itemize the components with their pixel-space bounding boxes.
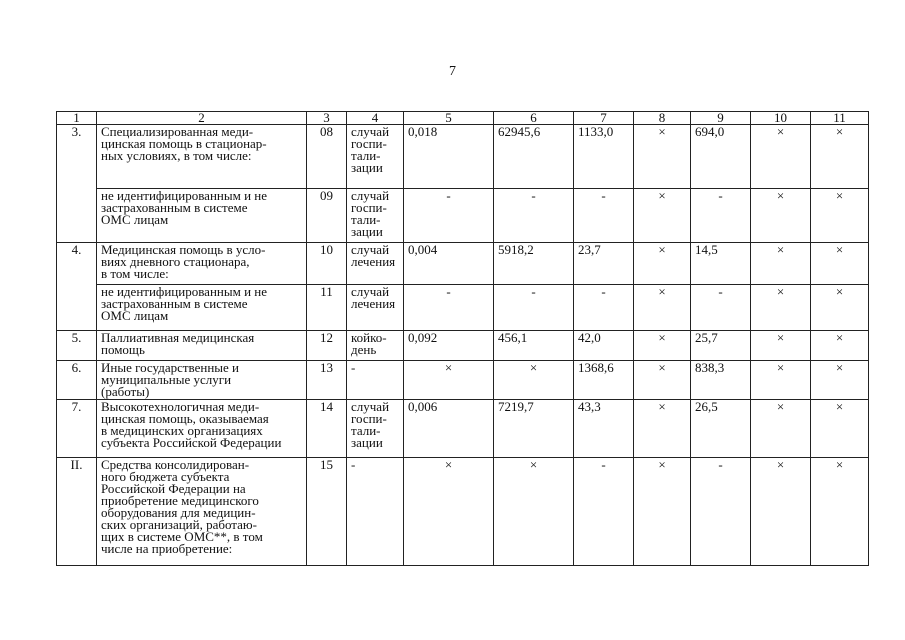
cell-code: 08 [307, 125, 347, 189]
cell-unit: - [347, 361, 404, 400]
cell-code: 10 [307, 243, 347, 285]
cell-name: Специализированная меди- цинская помощь в стационар- ных условиях, в том числе: [97, 125, 307, 189]
cell-code: 11 [307, 285, 347, 331]
cell-c8: × [634, 243, 691, 285]
cell-c9: 26,5 [691, 400, 751, 458]
header-cell-9: 9 [691, 112, 751, 125]
cell-name: Средства консолидирован- ного бюджета субъекта Российской Федерации на приобретение медицинского оборудования для медицин- ских организаций, работаю- щих в системе ОМС**, в том числе на приобретение: [97, 458, 307, 566]
cell-c8: × [634, 400, 691, 458]
cell-c5: 0,004 [404, 243, 494, 285]
table-row [57, 189, 869, 243]
cell-unit: случай госпи- тали- зации [347, 189, 404, 243]
table-row [57, 125, 869, 189]
header-cell-11: 11 [811, 112, 869, 125]
cell-code: 14 [307, 400, 347, 458]
cell-unit: случай госпи- тали- зации [347, 400, 404, 458]
cell-num [57, 285, 97, 331]
header-cell-1: 1 [57, 112, 97, 125]
cell-c11: × [811, 458, 869, 566]
cell-c7: 1133,0 [574, 125, 634, 189]
table-row [57, 331, 869, 361]
cell-c11: × [811, 361, 869, 400]
cell-c6: 5918,2 [494, 243, 574, 285]
cell-num: 6. [57, 361, 97, 400]
cell-c8: × [634, 125, 691, 189]
cell-c6: - [494, 285, 574, 331]
cell-c6: 456,1 [494, 331, 574, 361]
cell-c5: - [404, 189, 494, 243]
cell-c9: 25,7 [691, 331, 751, 361]
cell-c7: - [574, 285, 634, 331]
cell-c6: × [494, 458, 574, 566]
cell-c7: 1368,6 [574, 361, 634, 400]
cell-num [57, 189, 97, 243]
cell-unit: случай лечения [347, 243, 404, 285]
cell-c11: × [811, 331, 869, 361]
cell-name: Иные государственные и муниципальные услуги (работы) [97, 361, 307, 400]
cell-c11: × [811, 189, 869, 243]
cell-c10: × [751, 400, 811, 458]
cell-c8: × [634, 285, 691, 331]
cell-c7: 42,0 [574, 331, 634, 361]
table-row [57, 285, 869, 331]
header-cell-3: 3 [307, 112, 347, 125]
table-row [57, 400, 869, 458]
cell-c6: 7219,7 [494, 400, 574, 458]
cell-num: II. [57, 458, 97, 566]
cell-name: не идентифицированным и не застрахованным в системе ОМС лицам [97, 285, 307, 331]
cell-c5: 0,006 [404, 400, 494, 458]
cell-c5: 0,018 [404, 125, 494, 189]
cell-unit: случай лечения [347, 285, 404, 331]
table-row [57, 243, 869, 285]
header-cell-8: 8 [634, 112, 691, 125]
cell-c9: 838,3 [691, 361, 751, 400]
cell-c9: 14,5 [691, 243, 751, 285]
cell-c7: 23,7 [574, 243, 634, 285]
cell-code: 12 [307, 331, 347, 361]
cell-c8: × [634, 361, 691, 400]
cell-c10: × [751, 331, 811, 361]
header-cell-7: 7 [574, 112, 634, 125]
cell-c6: × [494, 361, 574, 400]
cell-unit: случай госпи- тали- зации [347, 125, 404, 189]
cell-num: 7. [57, 400, 97, 458]
cell-num: 4. [57, 243, 97, 285]
table-body [57, 112, 869, 566]
cell-c10: × [751, 125, 811, 189]
table-row [57, 458, 869, 566]
cell-c11: × [811, 400, 869, 458]
cell-name: Паллиативная медицинская помощь [97, 331, 307, 361]
header-cell-10: 10 [751, 112, 811, 125]
cell-name: Медицинская помощь в усло- виях дневного стационара, в том числе: [97, 243, 307, 285]
data-table [56, 111, 869, 566]
cell-code: 09 [307, 189, 347, 243]
cell-unit: койко- день [347, 331, 404, 361]
table-row [57, 361, 869, 400]
cell-c5: × [404, 361, 494, 400]
cell-c11: × [811, 243, 869, 285]
cell-c8: × [634, 189, 691, 243]
header-cell-4: 4 [347, 112, 404, 125]
cell-c9: - [691, 458, 751, 566]
cell-c7: - [574, 189, 634, 243]
cell-num: 3. [57, 125, 97, 189]
cell-c10: × [751, 243, 811, 285]
cell-c8: × [634, 331, 691, 361]
header-cell-2: 2 [97, 112, 307, 125]
cell-name: не идентифицированным и не застрахованным в системе ОМС лицам [97, 189, 307, 243]
cell-num: 5. [57, 331, 97, 361]
cell-c10: × [751, 458, 811, 566]
cell-c10: × [751, 189, 811, 243]
cell-c5: - [404, 285, 494, 331]
cell-c8: × [634, 458, 691, 566]
cell-c7: - [574, 458, 634, 566]
cell-c5: 0,092 [404, 331, 494, 361]
cell-c10: × [751, 361, 811, 400]
header-cell-5: 5 [404, 112, 494, 125]
cell-c10: × [751, 285, 811, 331]
cell-c7: 43,3 [574, 400, 634, 458]
cell-c11: × [811, 285, 869, 331]
cell-c11: × [811, 125, 869, 189]
cell-c5: × [404, 458, 494, 566]
cell-name: Высокотехнологичная меди- цинская помощь, оказываемая в медицинских организациях субъекта Российской Федерации [97, 400, 307, 458]
cell-c9: - [691, 285, 751, 331]
cell-c6: - [494, 189, 574, 243]
cell-c9: - [691, 189, 751, 243]
cell-c9: 694,0 [691, 125, 751, 189]
cell-unit: - [347, 458, 404, 566]
cell-code: 13 [307, 361, 347, 400]
cell-c6: 62945,6 [494, 125, 574, 189]
table-header-row [57, 112, 869, 125]
header-cell-6: 6 [494, 112, 574, 125]
page-number: 7 [449, 64, 456, 79]
cell-code: 15 [307, 458, 347, 566]
